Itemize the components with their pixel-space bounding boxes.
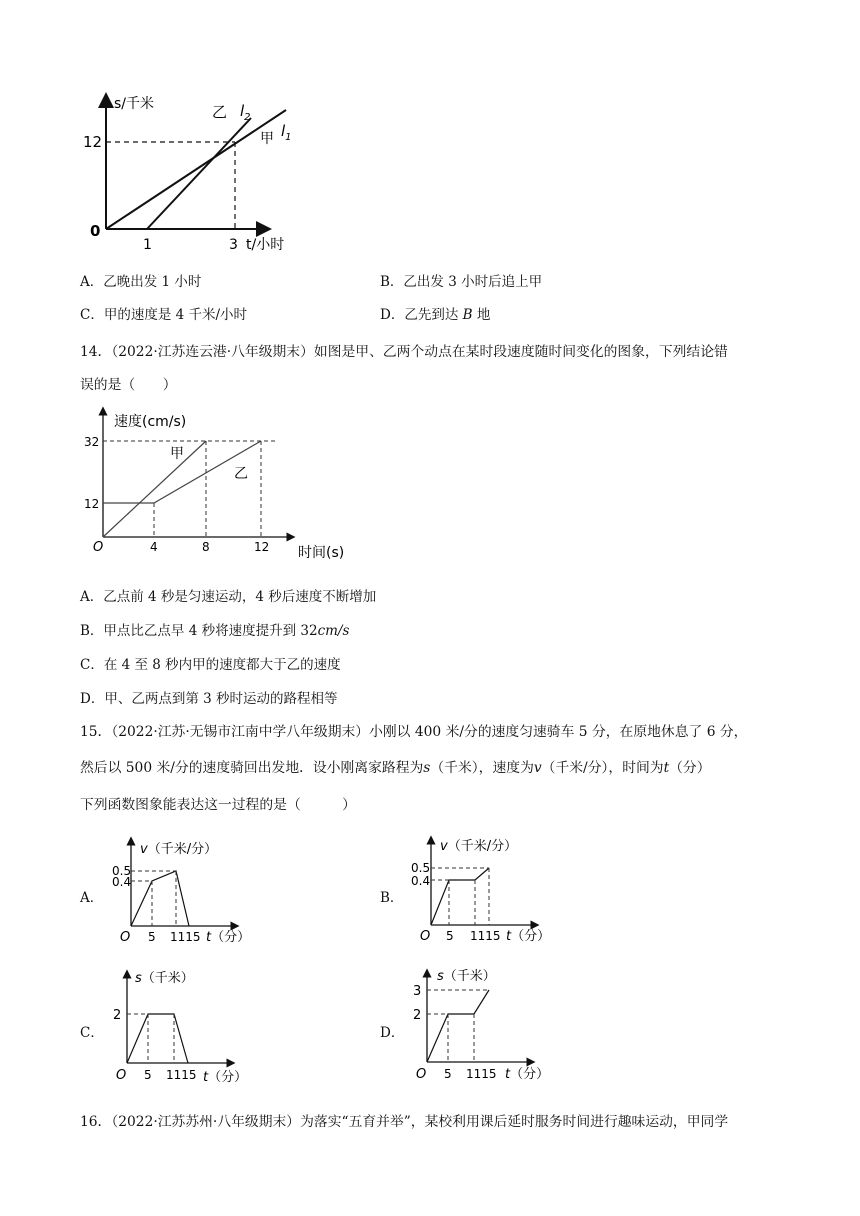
tick-5: 5 [148, 930, 156, 944]
q13-option-a: A．乙晚出发 1 小时 [80, 274, 202, 290]
tick-5: 5 [144, 1068, 152, 1082]
y-axis-label: s/千米 [114, 96, 155, 112]
q15-graph-a [100, 835, 260, 950]
q14-option-b: B．甲点比乙点早 4 秒将速度提升到 32cm/s [80, 623, 350, 639]
q14-stem-line1: 14．（2022·江苏连云港·八年级期末）如图是甲、乙两个动点在某时段速度随时间变化的图象，下列结论错 [80, 344, 728, 360]
x-axis-label: 时间(s) [298, 545, 345, 561]
label-jia: 甲 [170, 446, 184, 462]
origin-label: O [420, 929, 431, 944]
q15-graph-b [400, 834, 560, 949]
y-axis-label: 速度(cm/s) [114, 414, 187, 430]
q13-option-b: B．乙出发 3 小时后追上甲 [380, 274, 543, 290]
origin-label: O [120, 930, 131, 945]
graph-line [427, 990, 489, 1062]
tick-05: 0.5 [112, 864, 132, 878]
tick-1115: 1115 [470, 929, 501, 943]
line-jia-l1 [106, 110, 286, 229]
tick-2: 2 [113, 1008, 122, 1023]
tick-1: 1 [143, 237, 152, 253]
q15-stem-line3: 下列函数图象能表达这一过程的是（ ） [80, 797, 356, 813]
tick-04: 0.4 [411, 874, 431, 888]
label-jia: 甲 [260, 131, 274, 147]
tick-y32: 32 [84, 435, 100, 449]
tick-x8: 8 [202, 540, 210, 554]
tick-3: 3 [229, 237, 238, 253]
q14-graph [80, 404, 365, 564]
x-axis-label: t（分） [506, 929, 551, 944]
y-axis-label: s（千米） [135, 971, 194, 986]
tick-1115: 1115 [166, 1068, 197, 1082]
q15-stem-line2: 然后以 500 米/分的速度骑回出发地．设小刚离家路程为s（千米），速度为v（千米/分），时间为t（分） [80, 760, 711, 776]
y-axis-label: v（千米/分） [440, 839, 518, 854]
q15-graph-c [100, 968, 260, 1088]
q13-graph [80, 88, 320, 258]
q15-graph-d [400, 967, 560, 1087]
tick-5: 5 [444, 1067, 452, 1081]
graph-line [131, 871, 189, 926]
y-axis-label: v（千米/分） [140, 842, 218, 857]
tick-3: 3 [413, 984, 422, 999]
line-jia [103, 441, 206, 537]
label-yi: 乙 [234, 466, 248, 482]
q14-option-c: C．在 4 至 8 秒内甲的速度都大于乙的速度 [80, 657, 341, 673]
q15-option-c-label: C． [80, 1025, 104, 1041]
tick-12: 12 [83, 133, 103, 151]
origin-label: O [116, 1068, 127, 1083]
x-axis-label: t（分） [203, 1070, 248, 1085]
label-l1: $l_1$ [281, 122, 292, 143]
tick-y12: 12 [84, 497, 100, 511]
q16-stem-line1: 16．（2022·江苏苏州·八年级期末）为落实“五育并举”，某校利用课后延时服务时间进行趣味运动，甲同学 [80, 1114, 729, 1130]
label-l2: $l_2$ [240, 102, 251, 123]
x-axis-label: t（分） [505, 1067, 550, 1082]
tick-x4: 4 [150, 540, 158, 554]
q15-option-b-label: B． [380, 890, 404, 906]
tick-1115: 1115 [170, 930, 201, 944]
tick-2: 2 [413, 1008, 422, 1023]
q13-option-c: C．甲的速度是 4 千米/小时 [80, 307, 248, 323]
tick-04: 0.4 [112, 875, 132, 889]
tick-x12: 12 [254, 540, 270, 554]
x-axis-label: t/小时 [246, 237, 285, 253]
q14-option-d: D．甲、乙两点到第 3 秒时运动的路程相等 [80, 691, 338, 707]
origin-label: 0 [90, 222, 101, 240]
tick-1115: 1115 [466, 1067, 497, 1081]
q14-stem-line2: 误的是（ ） [80, 377, 177, 393]
q15-stem-line1: 15．（2022·江苏·无锡市江南中学八年级期末）小刚以 400 米/分的速度匀速骑车 5 分，在原地休息了 6 分， [80, 724, 748, 740]
q13-option-d: D．乙先到达 B 地 [380, 307, 491, 323]
tick-05: 0.5 [411, 861, 431, 875]
origin-label: O [93, 540, 104, 555]
q14-option-a: A．乙点前 4 秒是匀速运动，4 秒后速度不断增加 [80, 589, 377, 605]
label-yi: 乙 [212, 103, 228, 121]
graph-line [431, 868, 489, 925]
q15-option-d-label: D． [380, 1025, 405, 1041]
q15-option-a-label: A． [80, 890, 104, 906]
graph-line [127, 1014, 188, 1063]
x-axis-label: t（分） [206, 930, 251, 945]
y-axis-label: s（千米） [437, 969, 496, 984]
tick-5: 5 [446, 929, 454, 943]
origin-label: O [416, 1067, 427, 1082]
